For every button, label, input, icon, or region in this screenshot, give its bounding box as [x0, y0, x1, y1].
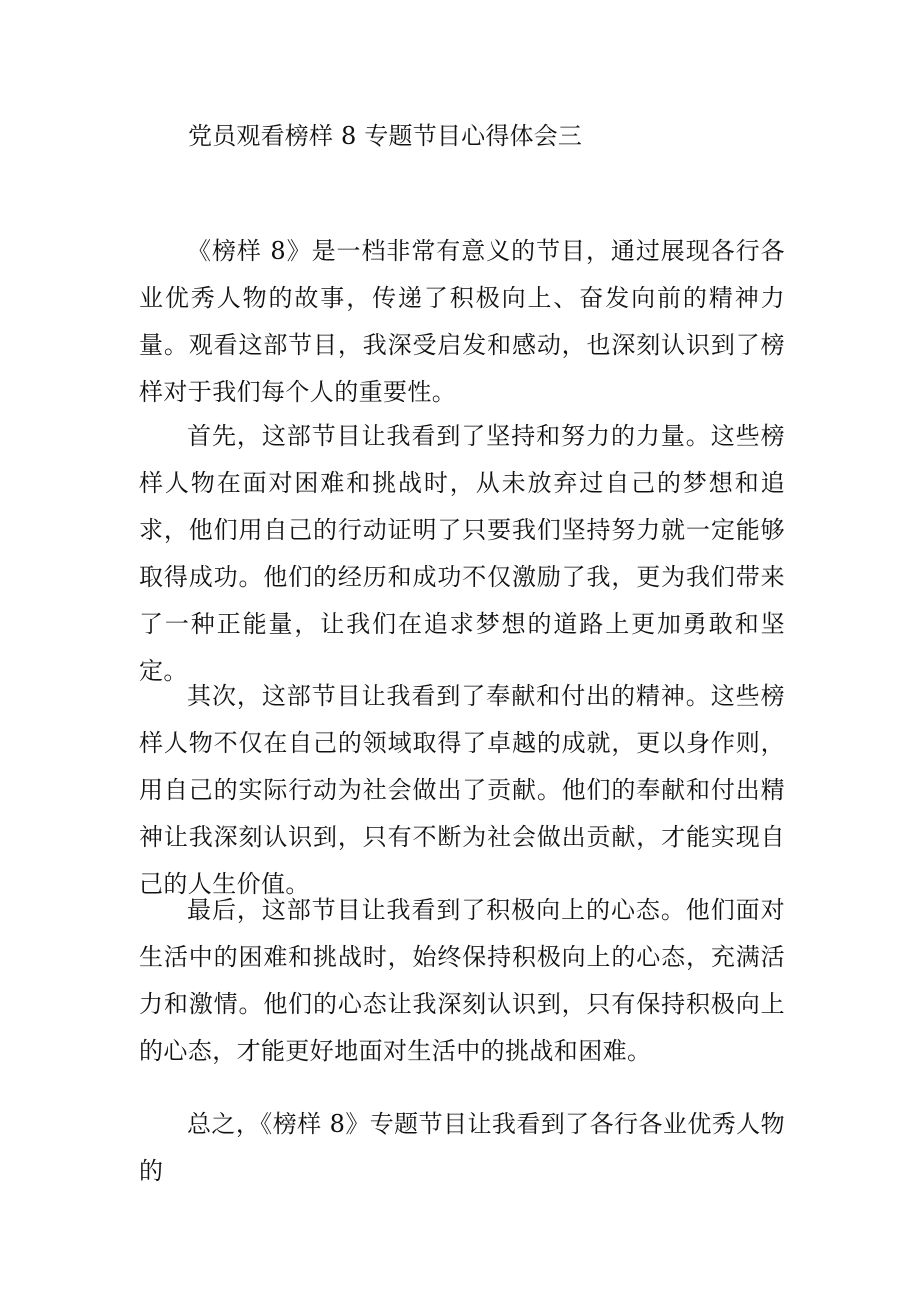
- document-title: 党员观看榜样 8 专题节目心得体会三: [188, 122, 583, 150]
- paragraph-second: 其次，这部节目让我看到了奉献和付出的精神。这些榜样人物不仅在自己的领域取得了卓越的成就，更以身作则，用自己的实际行动为社会做出了贡献。他们的奉献和付出精神让我深刻认识到，只有不断为社会做出贡献，才能实现自己的人生价值。: [139, 682, 785, 898]
- paragraph-first: 首先，这部节目让我看到了坚持和努力的力量。这些榜样人物在面对困难和挑战时，从未放弃过自己的梦想和追求，他们用自己的行动证明了只要我们坚持努力就一定能够取得成功。他们的经历和成功不仅激励了我，更为我们带来了一种正能量，让我们在追求梦想的道路上更加勇敢和坚定。: [139, 422, 785, 685]
- paragraph-last: 最后，这部节目让我看到了积极向上的心态。他们面对生活中的困难和挑战时，始终保持积极向上的心态，充满活力和激情。他们的心态让我深刻认识到，只有保持积极向上的心态，才能更好地面对生活中的挑战和困难。: [139, 896, 785, 1065]
- paragraph-intro: 《榜样 8》是一档非常有意义的节目，通过展现各行各业优秀人物的故事，传递了积极向上、奋发向前的精神力量。观看这部节目，我深受启发和感动，也深刻认识到了榜样对于我们每个人的重要性。: [139, 237, 785, 406]
- paragraph-conclusion: 总之，《榜样 8》专题节目让我看到了各行各业优秀人物的: [139, 1110, 785, 1185]
